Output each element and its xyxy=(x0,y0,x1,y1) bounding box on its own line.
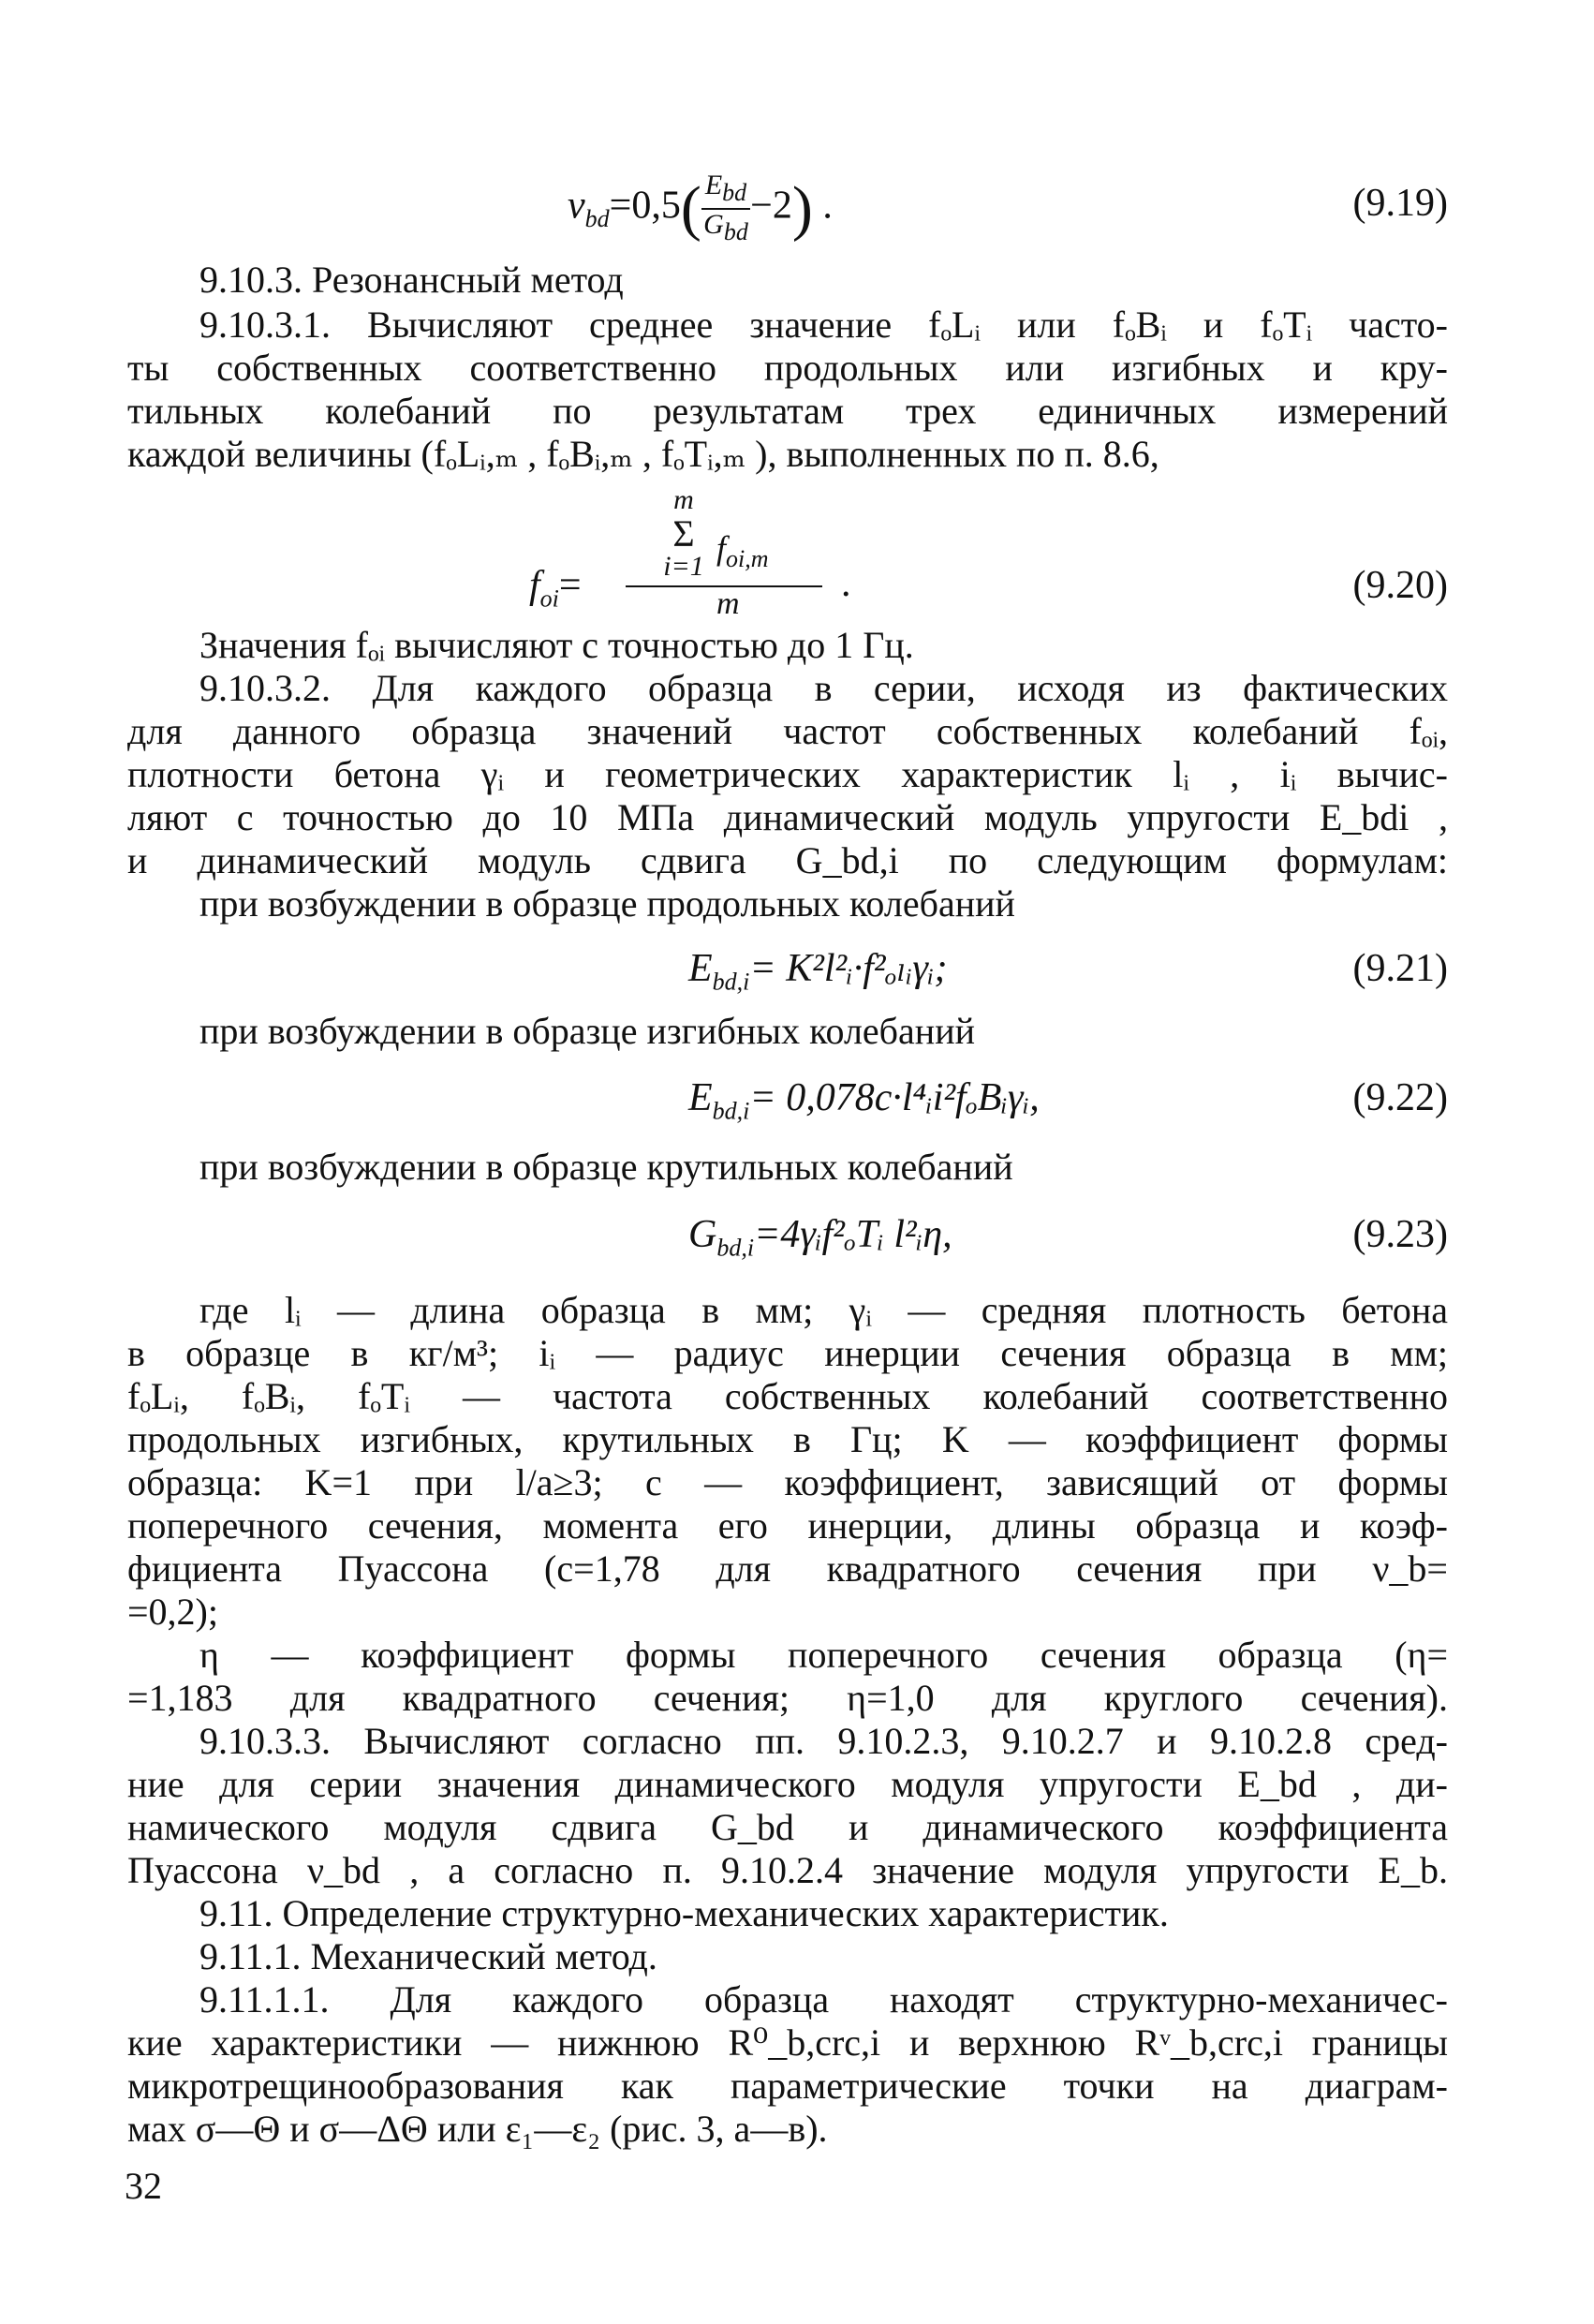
paragraph-line: ляют с точностью до 10 МПа динамический модуль упругости E_bdi , xyxy=(127,796,1448,838)
sum-operator: m Σ i=1 xyxy=(663,484,704,582)
paragraph-line: при возбуждении в образце изгибных колебаний xyxy=(199,1010,976,1052)
paragraph-line: 9.11.1.1. Для каждого образца находят структурно-механичес- xyxy=(199,1978,1448,2021)
paragraph-line: микротрещинообразования как параметрические точки на диаграм- xyxy=(127,2065,1448,2107)
equation-number: (9.22) xyxy=(1352,1076,1448,1119)
paragraph-line: =0,2); xyxy=(127,1591,218,1633)
equation-number: (9.19) xyxy=(1352,182,1448,225)
paragraph-line: кие характеристики — нижнюю R⁰_b,crc,i и верхнюю Rᵛ_b,crc,i границы xyxy=(127,2021,1448,2064)
paragraph-line: 9.10.3.1. Вычисляют среднее значение fₒLᵢ или fₒBᵢ и fₒTᵢ часто- xyxy=(199,303,1448,346)
paragraph-line: и динамический модуль сдвига G_bd,i по следующим формулам: xyxy=(127,839,1448,881)
section-heading: 9.11. Определение структурно-механических характеристик. xyxy=(199,1892,1169,1934)
paragraph-line: fₒLᵢ, fₒBᵢ, fₒTᵢ — частота собственных колебаний соответственно xyxy=(127,1375,1448,1417)
paragraph-line: при возбуждении в образце крутильных колебаний xyxy=(199,1146,1013,1188)
paragraph-line: для данного образца значений частот собственных колебаний fₒᵢ, xyxy=(127,710,1448,752)
equation-number: (9.20) xyxy=(1352,564,1448,607)
equation-number: (9.23) xyxy=(1352,1213,1448,1256)
section-heading: 9.10.3. Резонансный метод xyxy=(199,259,624,301)
paragraph-line: 9.10.3.3. Вычисляют согласно пп. 9.10.2.3, 9.10.2.7 и 9.10.2.8 сред- xyxy=(199,1720,1448,1762)
equation-end: . xyxy=(841,562,851,605)
paragraph-line: ты собственных соответственно продольных или изгибных и кру- xyxy=(127,347,1448,389)
paragraph-line: где lᵢ — длина образца в мм; γᵢ — средняя плотность бетона xyxy=(199,1289,1448,1331)
paragraph-line: образца: K=1 при l/a≥3; c — коэффициент, зависящий от формы xyxy=(127,1461,1448,1503)
paragraph-line: η — коэффициент формы поперечного сечения образца (η= xyxy=(199,1634,1448,1676)
paragraph-line: ние для серии значения динамического модуля упругости E_bd , ди- xyxy=(127,1763,1448,1805)
paragraph-line: тильных колебаний по результатам трех единичных измерений xyxy=(127,390,1448,432)
equation-9-23: $G_{bd,i}=4\gamma ᵢf^2_oTᵢ$ l²ᵢη, xyxy=(688,1213,952,1262)
paragraph-line: =1,183 для квадратного сечения; η=1,0 для круглого сечения). xyxy=(127,1677,1448,1719)
page-number: 32 xyxy=(125,2165,162,2207)
equation-9-22: $E_{bd,i}=$ 0,078c·l⁴ᵢi²fₒBᵢγᵢ, xyxy=(688,1076,1040,1125)
paragraph-line: Значения fₒᵢ вычисляют с точностью до 1 Гц. xyxy=(199,624,914,666)
paragraph-line: плотности бетона γᵢ и геометрических характеристик lᵢ , iᵢ вычис- xyxy=(127,753,1448,795)
paragraph-line: намического модуля сдвига G_bd и динамического коэффициента xyxy=(127,1806,1448,1848)
paragraph-line: продольных изгибных, крутильных в Гц; K — коэффициент формы xyxy=(127,1418,1448,1460)
paragraph-line: фициента Пуассона (c=1,78 для квадратного сечения при ν_b= xyxy=(127,1547,1448,1590)
paragraph-line: при возбуждении в образце продольных колебаний xyxy=(199,882,1015,925)
equation-9-20: $f_{oi}=$ xyxy=(529,564,582,613)
paragraph-line: поперечного сечения, момента его инерции, длины образца и коэф- xyxy=(127,1504,1448,1547)
equation-number: (9.21) xyxy=(1352,947,1448,990)
paragraph-line: мах σ—Θ и σ—ΔΘ или ε₁—ε₂ (рис. 3, а—в). xyxy=(127,2108,828,2150)
paragraph-line: Пуассона ν_bd , а согласно п. 9.10.2.4 значение модуля упругости E_b. xyxy=(127,1849,1448,1891)
paragraph-line: каждой величины (fₒLᵢ,ₘ , fₒBᵢ,ₘ , fₒTᵢ,ₘ ), выполненных по п. 8.6, xyxy=(127,433,1159,475)
section-heading: 9.11.1. Механический метод. xyxy=(199,1935,657,1977)
fraction-denominator: m xyxy=(716,586,740,621)
paragraph-line: 9.10.3.2. Для каждого образца в серии, исходя из фактических xyxy=(199,667,1448,709)
sum-term: $f_{oi,m}$ xyxy=(716,529,769,573)
equation-9-19: $\nu_{bd}=0,5$( $\frac{E_{bd}}{G_{bd}}$ −2) . xyxy=(568,170,833,245)
paragraph-line: в образце в кг/м³; iᵢ — радиус инерции сечения образца в мм; xyxy=(127,1332,1448,1374)
equation-9-21: $E_{bd,i}=$ K²l²ᵢ·f²ₒₗᵢγᵢ; xyxy=(688,947,948,996)
